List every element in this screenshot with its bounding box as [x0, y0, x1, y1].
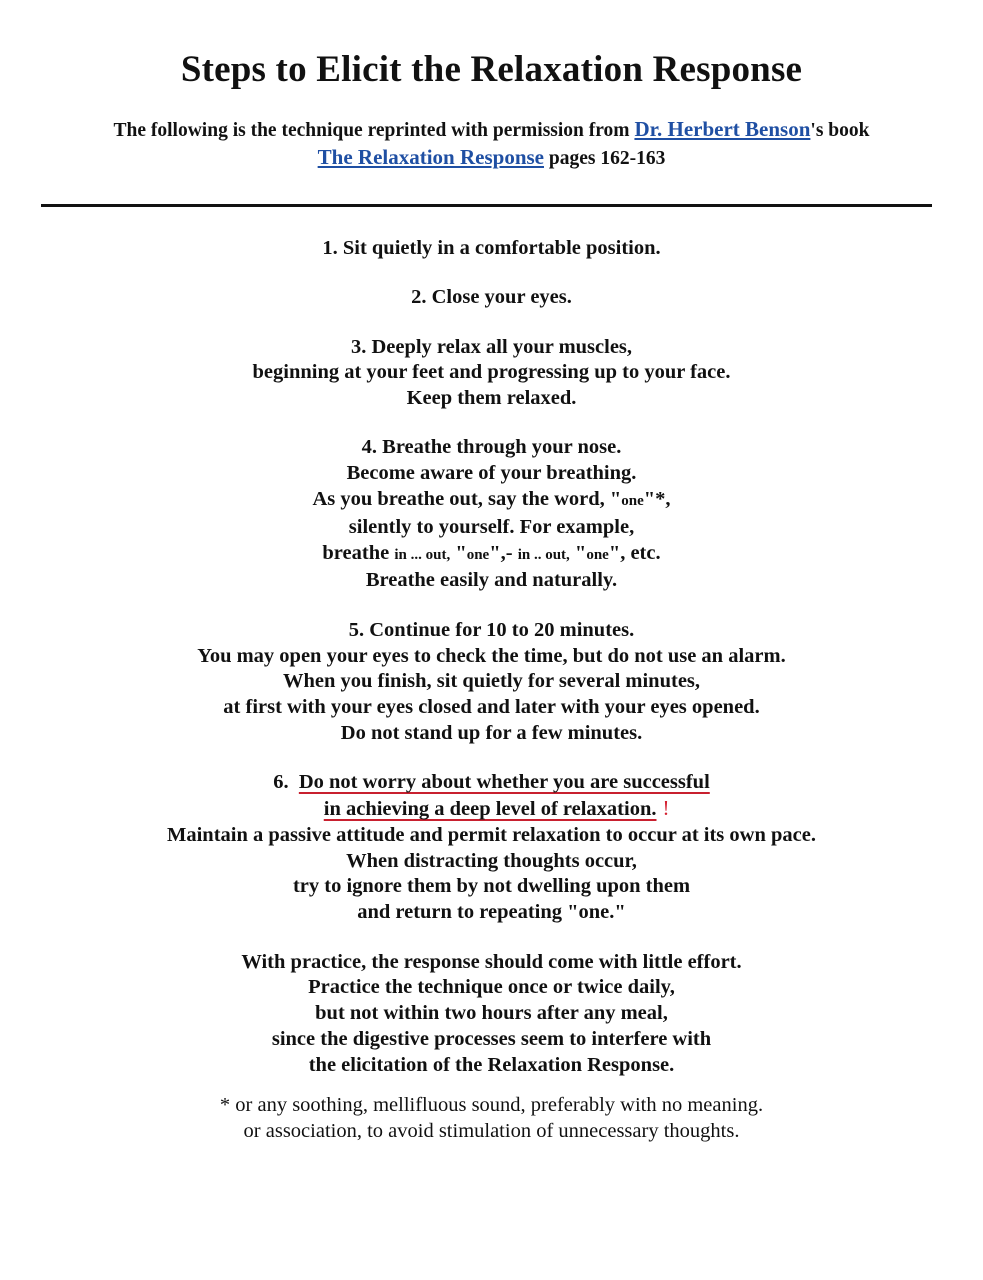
example-breathe: breathe: [322, 541, 390, 564]
step-6-line: Maintain a passive attitude and permit relaxation to occur at its own pace.: [167, 823, 816, 846]
footnote-line: * or any soothing, mellifluous sound, preferably with no meaning.: [219, 1094, 764, 1116]
step-5-line: 5. Continue for 10 to 20 minutes.: [348, 618, 635, 641]
example-in-out-2: in .. out,: [517, 546, 570, 563]
step-5-line: Do not stand up for a few minutes.: [340, 721, 643, 744]
practice-line: With practice, the response should come with little effort.: [241, 950, 742, 973]
say-after: "*,: [643, 488, 671, 511]
practice-paragraph: [0, 950, 983, 1079]
step-5-line: When you finish, sit quietly for several minutes,: [282, 670, 701, 693]
step-4: [0, 435, 983, 594]
horizontal-divider: [41, 204, 932, 207]
step-1: [0, 236, 983, 262]
step-3-line: Keep them relaxed.: [406, 387, 577, 410]
intro-text-after: pages 162-163: [548, 148, 666, 169]
example-one-1: one: [466, 546, 490, 563]
intro-text-between: 's book: [810, 120, 870, 141]
example-quote-2b: ", etc.: [608, 541, 661, 564]
step-4-line: Breathe easily and naturally.: [365, 569, 618, 592]
step-6-number: 6.: [273, 771, 289, 794]
step-3-line: 3. Deeply relax all your muscles,: [350, 335, 633, 358]
step-4-line: Become aware of your breathing.: [346, 462, 637, 485]
footnote-line: or association, to avoid stimulation of unnecessary thoughts.: [243, 1120, 740, 1142]
step-1-text: 1. Sit quietly in a comfortable position.: [322, 237, 661, 259]
practice-line: since the digestive processes seem to interfere with: [271, 1027, 712, 1050]
step-2: [0, 285, 983, 311]
step-6-underlined-1: Do not worry about whether you are successful: [298, 771, 710, 794]
example-quote-1b: ",-: [489, 541, 513, 564]
intro-text-before: The following is the technique reprinted with permission from: [113, 120, 630, 141]
step-6-first-line: [0, 770, 983, 796]
step-4-say-line: [0, 487, 983, 515]
example-one-2: one: [586, 546, 609, 563]
step-3: [0, 335, 983, 412]
step-6-line: try to ignore them by not dwelling upon them: [292, 875, 691, 898]
step-5: [0, 618, 983, 747]
page-title: Steps to Elicit the Relaxation Response: [180, 49, 803, 90]
practice-line: the elicitation of the Relaxation Response.: [308, 1053, 675, 1076]
steps-list: [0, 236, 983, 1102]
step-4-line: silently to yourself. For example,: [348, 515, 635, 538]
intro-paragraph: [40, 116, 943, 172]
step-5-line: at first with your eyes closed and later with your eyes opened.: [223, 696, 760, 719]
practice-line: Practice the technique once or twice daily,: [308, 976, 675, 999]
step-6-second-line: [0, 796, 983, 823]
step-4-example-line: [0, 541, 983, 569]
book-link[interactable]: The Relaxation Response: [317, 145, 544, 169]
footnote: [0, 1092, 983, 1144]
say-word: one: [621, 493, 644, 510]
step-6-line: and return to repeating "one.": [357, 901, 626, 924]
step-6-underlined-2: in achieving a deep level of relaxation.: [323, 798, 657, 821]
step-5-line: You may open your eyes to check the time, but do not use an alarm.: [197, 644, 786, 667]
step-2-text: 2. Close your eyes.: [411, 286, 572, 309]
step-3-line: beginning at your feet and progressing up to your face.: [252, 361, 731, 384]
example-quote-2: ": [574, 541, 587, 564]
practice-line: but not within two hours after any meal,: [315, 1002, 668, 1025]
say-before: As you breathe out, say the word, ": [312, 488, 622, 511]
step-6: [0, 770, 983, 926]
red-exclamation-mark: !: [662, 796, 670, 821]
example-in-out-1: in ... out,: [394, 546, 451, 563]
example-quote-1: ": [455, 541, 467, 564]
author-link[interactable]: Dr. Herbert Benson: [634, 117, 811, 141]
step-6-line: When distracting thoughts occur,: [346, 849, 637, 872]
step-4-line: 4. Breathe through your nose.: [361, 436, 622, 459]
